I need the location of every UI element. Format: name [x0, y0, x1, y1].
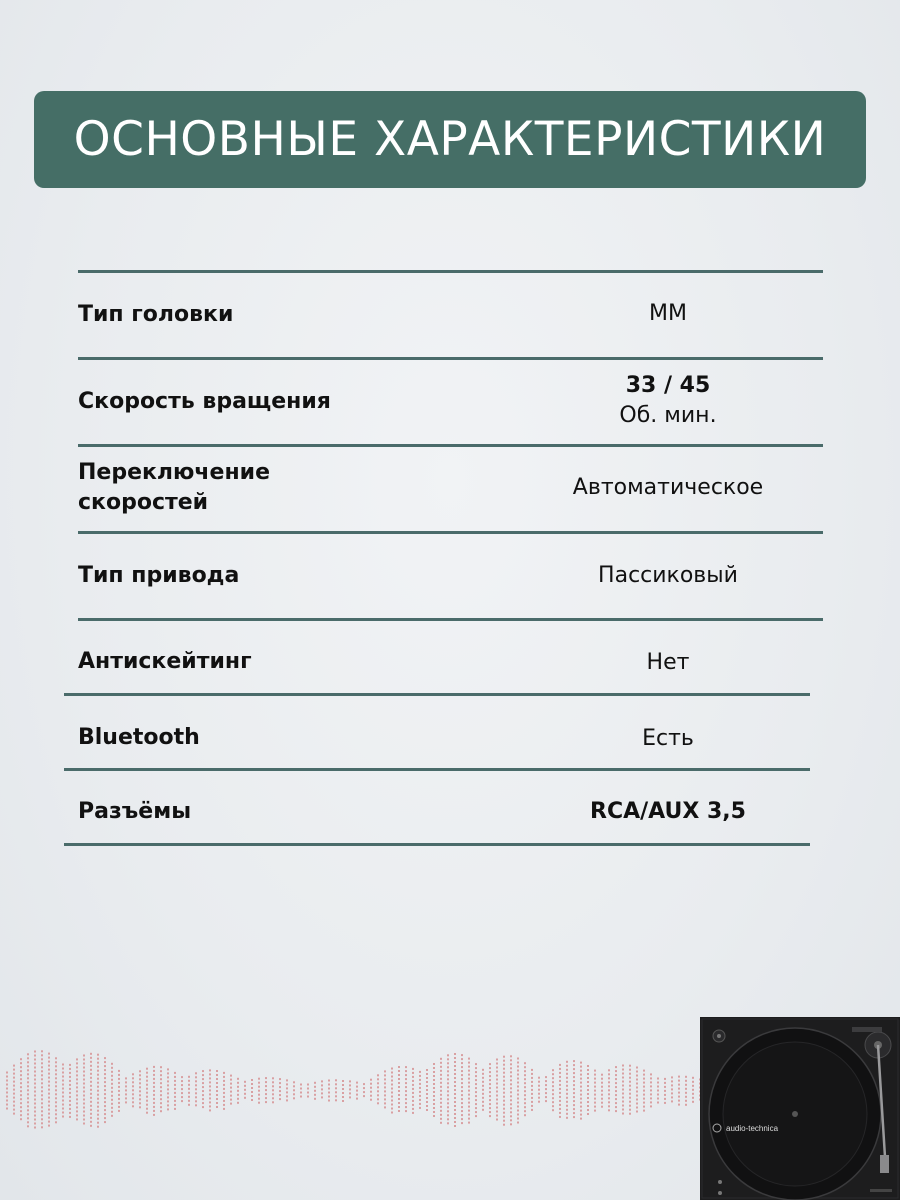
divider	[78, 531, 823, 534]
turntable-image	[700, 1017, 900, 1200]
spec-label: Антискейтинг	[78, 649, 252, 674]
divider	[78, 444, 823, 447]
divider	[78, 618, 823, 621]
spec-value: MM	[649, 301, 687, 326]
spec-label: Тип привода	[78, 563, 240, 588]
divider	[64, 693, 810, 696]
divider	[64, 768, 810, 771]
spec-value: Нет	[646, 650, 690, 675]
spec-value: Есть	[642, 726, 694, 751]
spec-value: 33 / 45	[625, 373, 711, 398]
spec-value: Автоматическое	[572, 475, 764, 500]
divider	[78, 270, 823, 273]
spec-label: Разъёмы	[78, 799, 192, 824]
divider	[78, 357, 823, 360]
spec-label: Bluetooth	[78, 725, 200, 750]
spec-value: Пассиковый	[598, 563, 738, 588]
spec-label-line2: скоростей	[78, 490, 209, 515]
spec-label: Тип головки	[78, 302, 234, 327]
spec-label: Переключение	[78, 460, 270, 485]
divider	[64, 843, 810, 846]
sound-wave-graphic	[0, 1030, 700, 1150]
page-title: ОСНОВНЫЕ ХАРАКТЕРИСТИКИ	[73, 112, 827, 167]
spec-value: RCA/AUX 3,5	[590, 799, 746, 824]
brand-logo-text: audio-technica	[726, 1124, 779, 1133]
spec-label: Скорость вращения	[78, 389, 331, 414]
turntable-illustration	[700, 1017, 900, 1200]
spec-value-unit: Об. мин.	[619, 403, 717, 428]
